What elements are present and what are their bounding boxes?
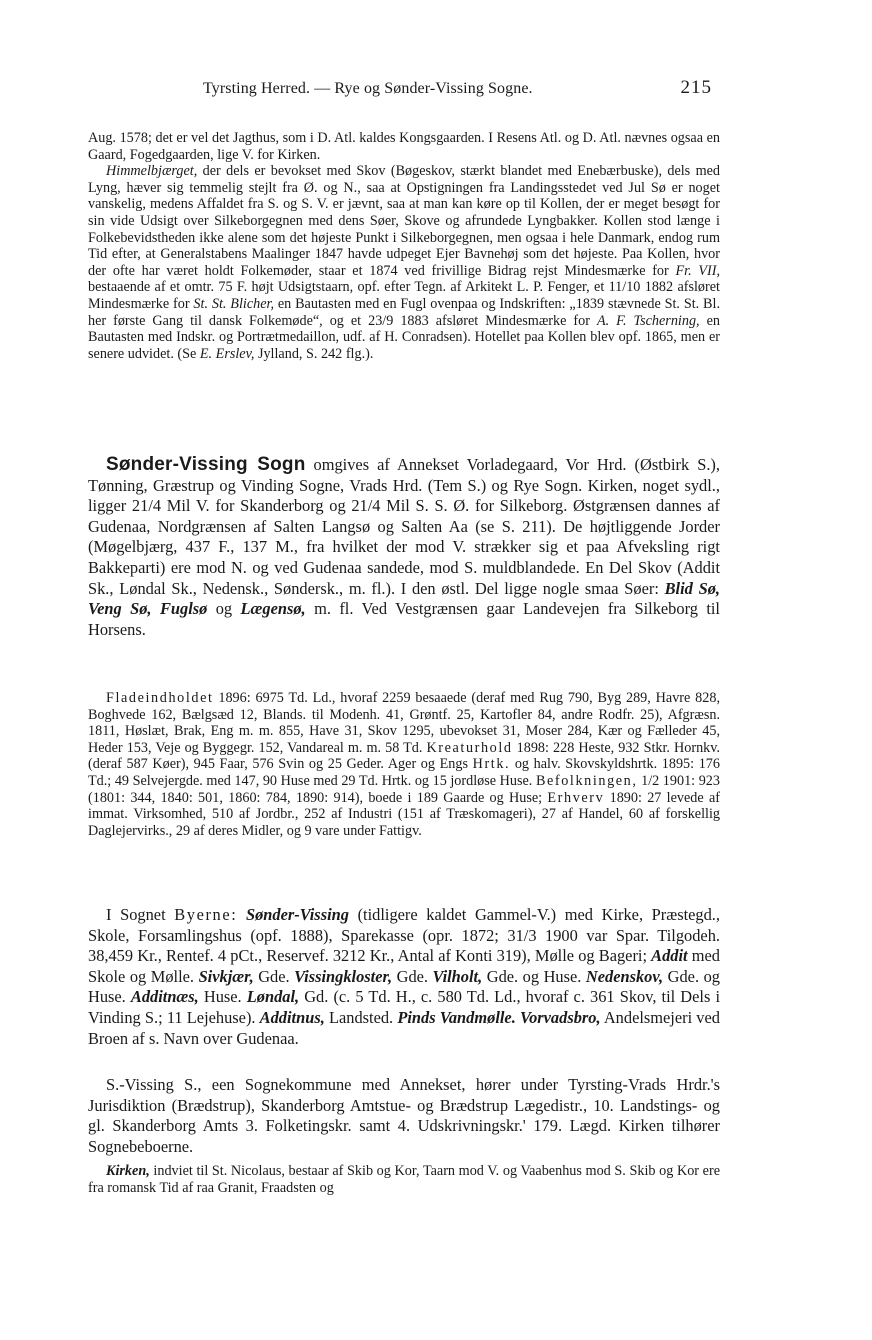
text-run: med Skole og Mølle. [88,946,720,986]
paragraph-line [88,1163,720,1196]
text-run: Jylland, S. 242 flg.). [254,345,374,362]
text-run: Landsted. [324,1007,398,1027]
date-fraction: 23/9 [368,312,394,329]
text-run: og halv. Skovskyldshrtk. 1895: 176 Td.; 49 Selvejergde. med 147, 90 Huse med 29 Td. Hrtk. og 15 jordløse Huse. [88,756,720,789]
term-blicher: St. St. Blicher, [193,295,275,312]
place-name: Vissingkloster, [294,966,393,986]
lake-name: Lægensø, [240,599,306,619]
paragraph-kirken [88,1163,720,1196]
date-fraction: 11/10 [608,279,641,296]
text-run: indviet til St. Nicolaus, bestaar af Skib og Kor, Taarn mod V. og Vaabenhus mod S. Skib og Kor ere fra romansk Tid af raa Granit, Fraadsten og [88,1163,720,1196]
text-run: Gde. [392,966,433,986]
paragraph-byerne [88,905,720,1049]
lake-name: Fuglsø [159,599,208,619]
paragraph-jurisdiction [88,1075,720,1157]
text-run: (tidligere kaldet Gammel-V.) med Kirke, Præstegd., Skole, Forsamlingshus (opf. 1888), Sparekasse (opr. 1872; [88,905,720,945]
text-run: 1882 afsløret Mindesmærke for [88,279,720,312]
lake-name: Veng Sø, [88,599,152,619]
place-name: Additnus, [259,1007,325,1027]
spaced-term: Erhverv [547,789,605,806]
text-run: Huse. [198,987,247,1007]
text-run: og [207,599,241,619]
spaced-term: Hrtk. [472,756,511,773]
fraction: 1/2 [641,772,660,789]
spaced-term: Befolkningen, [535,772,638,789]
paragraph-line: S.-Vissing S., een Sognekommune med Annekset, hører under Tyrsting-Vrads Hrdr.'s Jurisdiktion (Brædstrup), Skanderborg Amtstue- og Brædstrup Lægedistr., 10. Landstings- og gl. Skanderborg Amts 3. Folketingskr. samt 4. Udskrivningskr.' 179. Lægd. Kirken tilhører Sognebeboerne. [88,1075,720,1156]
spaced-term: Kreaturhold [426,739,513,756]
place-name: Pinds Vandmølle. [397,1007,516,1027]
text-run: Mil S. S. Ø. for Silkeborg. Østgrænsen dannes af Gudenaa, Nordgrænsen af Salten Langsø og Salten Aa (se S. 211). De højtliggende Jorder (Møgelbjærg, 437 F., 137 M., fra hvilket der mod V. strækker sig et paa Afveksling rigt Bakkeparti) ere mod N. og ved Gudenaa sandede, mod S. muldblandede. En Del Skov (Addit Sk., Løndal Sk., Nedensk., Søndersk., m. fl.). I den østl. Del ligge nogle smaa Søer: [88,496,720,598]
text-run: Aug. 1578; det er vel det Jagthus, som i D. Atl. kaldes Kongsgaarden. I Resens Atl. og D. Atl. nævnes ogsaa en Gaard, Fogedgaarden, lige V. for Kirken. [88,130,720,163]
spaced-term: Fladeindholdet [106,690,214,706]
paragraph-line [88,905,720,1049]
paragraph-statistics [88,690,720,839]
place-name: Løndal, [246,987,300,1007]
term-tscherning: A. F. Tscherning, [596,312,700,329]
text-run: I Sognet [106,905,175,924]
text-run: m. fl. Ved Vestgrænsen gaar Landevejen fra Silkeborg til Horsens. [88,599,720,639]
page-number: 215 [680,77,712,98]
term-kirken: Kirken, [106,1163,150,1179]
text-run: omgives af Annekset Vorladegaard, Vor Hrd. (Østbirk S.), Tønning, Græstrup og Vinding Sogne, Vrads Hrd. (Tem S.) og Rye Sogn. Kirken, noget sydl., ligger 2 [88,455,720,516]
fraction: 1/4 [140,496,162,516]
term-erslev: E. Erslev, [199,345,255,362]
fraction: 1/4 [359,496,381,516]
text-run: en Bautasten med Indskr. og Portrætmedaillon, udf. af H. Conradsen). Hotellet paa Kollen blev opf. 1865, men er senere udvidet. (Se [88,312,720,362]
text-run: 1896: 6975 Td. Ld., hvoraf 2259 besaaede (deraf med Rug 790, Byg 289, Havre 828, Boghvede 162, Bælgsæd 12, Blands. til Modenh. 41, Grøntf. 25, Kartofler 84, andre Rodfr. 25), Afgræsn. 1811, Høslæt, Brak, Eng m. m. 855, Have 31, Skov 1295, ubevokset 31, Moser 284, Kær og Fælleder 45, Heder 153, Veje og Byggegr. 152, Vandareal m. m. 58 Td. [88,690,720,756]
text-run: der dels er bevokset med Skov (Bøgeskov, stærkt blandet med Enebærbuske), dels med Lyng, hæver sig temmelig stejlt fra Ø. og N., saa at Opstigningen fra Landingsstedet ved Jul Sø er noget vanskelig, medens Affaldet fra S. og S. V. er jævnt, saa at man kan køre op til Kollen, der er meget besøgt for sin vide Udsigt over Silkeborgegnen med dens Søer, Skove og afrundede Lyngbakker. Kollen stod længe i Folkebevidstheden ikke alene som det højeste Punkt i Silkeborgegnen, men ogsaa i hele Danmark, endog rum Tid efter, at Generalstabens Maalinger 1847 havde udpeget Ejer Bavnehøj som det højeste. Paa Kollen, hvor der ofte har været holdt Folkemøder, staar et 1874 ved frivillige Bidrag rejst Mindesmærke for [88,163,720,279]
paragraph-line [88,130,720,163]
text-run: Gde. [253,966,295,986]
paragraph-sogn-intro [88,455,720,640]
text-run: 1901: 923 (1801: 344, 1840: 501, 1860: 784, 1890: 914), boede i 189 Gaarde og Huse; [88,772,720,806]
term-fr-vii: Fr. VII, [675,262,721,279]
spaced-term: Byerne: [174,905,238,924]
place-name: Nedenskov, [585,966,664,986]
text-run: 1890: 27 levede af immat. Virksomhed, 510 af Jordbr., 252 af Industri (151 af Træskomageri), 27 af Handel, 60 af forskellig Daglejervirks., 29 af deres Midler, og 9 vare under Fattigv. [88,789,721,839]
text-run: Gde. og Huse. [88,966,720,1007]
paragraph-line [88,690,720,839]
place-name: Additnæs, [130,987,199,1007]
fraction: 31/3 [507,925,537,945]
paragraph-line [88,455,720,640]
header-title: Tyrsting Herred. — Rye og Sønder-Vissing Sogne. [203,80,533,97]
text-run: Gd. (c. 5 Td. H., c. 580 Td. Ld., hvoraf c. 361 Skov, til Dels i Vinding S.; 11 Lejehuse). [88,987,720,1027]
text-run: 1898: 228 Heste, 932 Stkr. Hornkv. (deraf 587 Køer), 945 Faar, 576 Svin og 25 Geder. Ager og Engs [88,739,720,773]
place-name: Vilholt, [432,966,483,986]
place-name: Sivkjær, [198,966,254,986]
text-run: 1900 var Spar. Tilgodeh. 38,459 Kr., Rentef. 4 pCt., Reservef. 3212 Kr., Antal af Konti 319), Mølle og Bageri; [88,925,720,966]
text-run: 1883 afsløret Mindesmærke for [393,312,597,329]
paragraph-line [88,163,720,362]
running-header [88,77,720,106]
text-run: Andelsmejeri ved Broen af s. Navn over Gudenaa. [88,1007,720,1048]
paragraph-himmelbjaerget [88,130,720,362]
lake-name: Blid Sø, [664,578,720,598]
place-name: Addit [651,946,688,966]
section-heading: Sønder-Vissing Sogn [106,454,306,475]
text-run: bestaaende af et omtr. 75 F. højt Udsigtstaarn, opf. efter Tegn. af Arkitekt L. P. Fenger, et [88,279,609,296]
text-run: en Bautasten med en Fugl ovenpaa og Indskriften: „1839 stævnede St. St. Bl. her første Gang til dansk Folkemøde“, og et [88,295,720,329]
place-name: Vorvadsbro, [519,1007,601,1027]
place-name: Sønder-Vissing [237,905,349,924]
term-himmelbjaerget: Himmelbjærget, [106,163,198,180]
text-run: Mil V. for Skanderborg og 2 [161,496,360,516]
text-run: Gde. og Huse. [482,966,586,986]
